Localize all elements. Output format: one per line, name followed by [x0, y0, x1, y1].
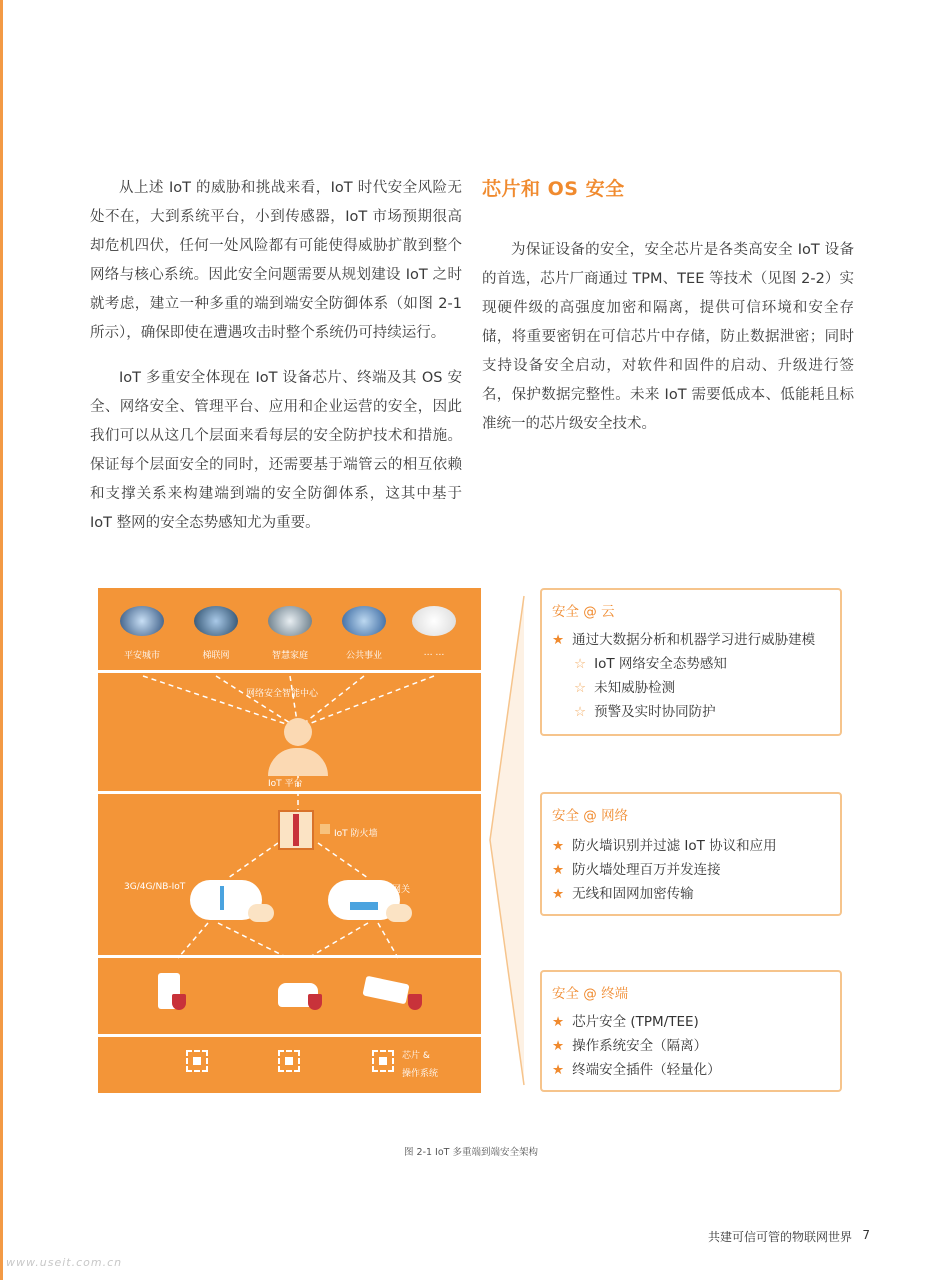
left-column — [90, 174, 462, 554]
panel-terminal — [540, 970, 842, 1092]
panel-cloud — [540, 588, 842, 736]
panel-title: 安全 @ 网络 — [552, 808, 629, 824]
panel-item-text: 预警及实时协同防护 — [594, 704, 716, 720]
star-icon: ★ — [552, 886, 565, 902]
shield-icon — [172, 994, 186, 1010]
paragraph: 从上述 IoT 的威胁和挑战来看，IoT 时代安全风险无处不在，大到系统平台，小到传感器，IoT 市场预期很高却危机四伏，任何一处风险都有可能使得威胁扩散到整个网络与核心系统。因此安全问题需要从规划建设 IoT 之时就考虑，建立一种多重的端到端安全防御体系（如图 2-1 所示），确保即使在遭遇攻击时整个系统仍可持续运行。 — [90, 180, 462, 341]
chip-os-label-2: 操作系统 — [402, 1069, 439, 1079]
panel-item — [552, 858, 721, 878]
wireless-label: 3G/4G/NB-IoT — [124, 882, 186, 892]
panel-item — [552, 1010, 699, 1030]
star-icon: ★ — [552, 1038, 565, 1054]
app-label: 公共事业 — [345, 651, 382, 661]
panel-item-text: 未知威胁检测 — [594, 680, 676, 696]
panel-subitem — [574, 700, 716, 720]
app-label: 平安城市 — [123, 651, 160, 661]
panel-item-text: 芯片安全 (TPM/TEE) — [572, 1014, 699, 1030]
bracket-connector — [484, 588, 544, 1093]
panel-item — [552, 1034, 707, 1054]
panel-title: 安全 @ 终端 — [552, 986, 629, 1002]
app-label: 梯联网 — [202, 651, 230, 661]
panel-item-text: 无线和固网加密传输 — [572, 886, 694, 902]
shield-icon — [408, 994, 422, 1010]
paragraph: IoT 多重安全体现在 IoT 设备芯片、终端及其 OS 安全、网络安全、管理平台、应用和企业运营的安全，因此我们可以从这几个层面来看每层的安全防护技术和措施。保证每个层面安全的同时，还需要基于端管云的相互依赖和支撑关系来构建端到端的安全防御体系，这其中基于 IoT 整网的安全态势感知尤为重要。 — [90, 370, 462, 531]
chip-icon — [278, 1050, 300, 1072]
page-edge-line — [0, 0, 3, 1280]
panel-item — [552, 882, 694, 902]
star-icon: ★ — [552, 838, 565, 854]
analyst-head — [284, 718, 312, 746]
panel-item — [552, 1058, 721, 1078]
panel-item-text: IoT 网络安全态势感知 — [594, 656, 727, 672]
star-outline-icon: ☆ — [574, 656, 587, 672]
cloud-puff-icon — [248, 904, 274, 922]
platform-label: IoT 平台 — [268, 779, 303, 789]
figure-caption: 图 2-1 IoT 多重端到端安全架构 — [404, 1147, 538, 1158]
chip-icon — [186, 1050, 208, 1072]
panel-subitem — [574, 676, 675, 696]
panel-item-text: 操作系统安全（隔离） — [572, 1038, 708, 1054]
star-icon: ★ — [552, 632, 565, 648]
footer-text: 共建可信可管的物联网世界 — [707, 1230, 852, 1244]
star-icon: ★ — [552, 862, 565, 878]
panel-network — [540, 792, 842, 916]
architecture-figure — [98, 588, 481, 1093]
right-column — [482, 236, 854, 455]
star-outline-icon: ☆ — [574, 704, 587, 720]
star-icon: ★ — [552, 1062, 565, 1078]
chip-icon — [372, 1050, 394, 1072]
chip-os-label-1: 芯片 & — [402, 1051, 430, 1061]
gateway-label: 网关 — [392, 885, 411, 895]
firewall-tag-icon — [320, 824, 330, 834]
panel-item — [552, 834, 777, 854]
section-title: 芯片和 OS 安全 — [482, 178, 625, 200]
firewall-label: IoT 防火墙 — [334, 829, 378, 839]
panel-item-text: 防火墙识别并过滤 IoT 协议和应用 — [572, 838, 777, 854]
star-outline-icon: ☆ — [574, 680, 587, 696]
panel-item-text: 终端安全插件（轻量化） — [572, 1062, 721, 1078]
panel-subitem — [574, 652, 727, 672]
security-center-label: 网络安全智能中心 — [246, 689, 319, 699]
paragraph: 为保证设备的安全，安全芯片是各类高安全 IoT 设备的首选，芯片厂商通过 TPM、TEE 等技术（见图 2-2）实现硬件级的高强度加密和隔离，提供可信环境和安全存储，将重要密钥在可信芯片中存储，防止数据泄密；同时支持设备安全启动，对软件和固件的启动、升级进行签名，保护数据完整性。未来 IoT 需要低成本、低能耗且标准统一的芯片级安全技术。 — [482, 242, 854, 432]
app-label: … … — [423, 648, 445, 658]
firewall-icon — [278, 810, 314, 850]
panel-item-text: 防火墙处理百万并发连接 — [572, 862, 721, 878]
watermark: www.useit.com.cn — [6, 1256, 123, 1269]
cloud-puff-icon — [386, 904, 412, 922]
star-icon: ★ — [552, 1014, 565, 1030]
panel-item — [552, 628, 815, 648]
page-number: 7 — [862, 1228, 870, 1242]
shield-icon — [308, 994, 322, 1010]
panel-title: 安全 @ 云 — [552, 604, 615, 620]
panel-item-text: 通过大数据分析和机器学习进行威胁建模 — [572, 632, 816, 648]
app-label: 智慧家庭 — [271, 651, 308, 661]
